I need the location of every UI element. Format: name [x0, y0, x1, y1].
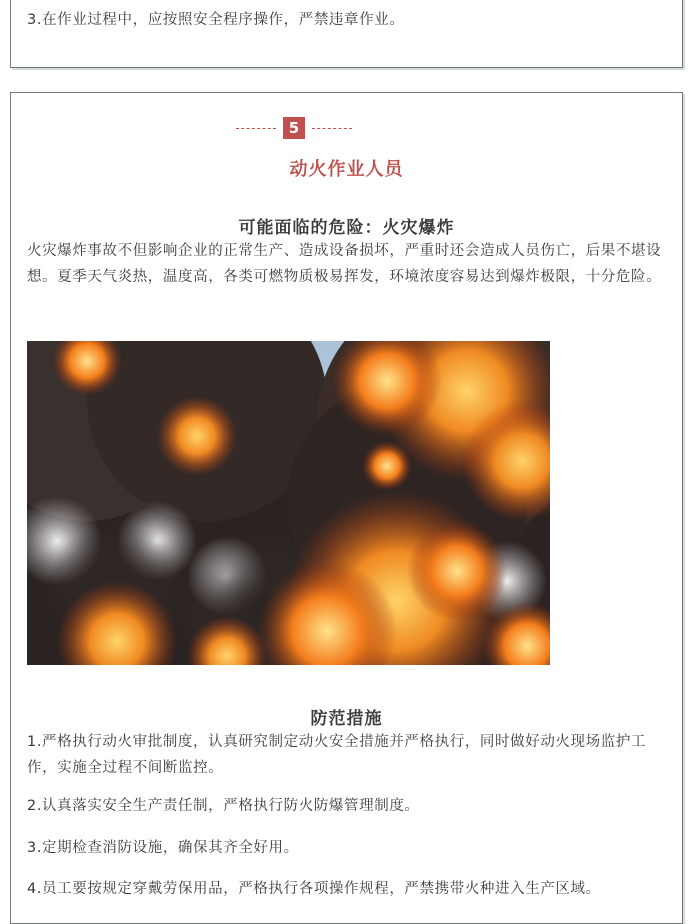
hazard-text: 火灾爆炸事故不但影响企业的正常生产、造成设备损坏，严重时还会造成人员伤亡，后果不堪设想。夏季天气炎热，温度高，各类可燃物质极易挥发，环境浓度容易达到爆炸极限，十分危险。 [27, 243, 662, 285]
hazard-heading: 可能面临的危险：火灾爆炸 [238, 218, 455, 238]
section-number-row [229, 117, 359, 139]
previous-item-3: 3.在作业过程中，应按照安全程序操作，严禁违章作业。 [27, 12, 405, 28]
section-title: 动火作业人员 [289, 159, 404, 180]
measure-item-4: 4.员工要按规定穿戴劳保用品，严格执行各项操作规程，严禁携带火种进入生产区域。 [27, 881, 601, 897]
measure-item-2: 2.认真落实安全生产责任制，严格执行防火防爆管理制度。 [27, 798, 420, 814]
measure-item-3: 3.定期检查消防设施，确保其齐全好用。 [27, 840, 299, 856]
fire-explosion-photo [27, 341, 550, 665]
previous-section-card [10, 0, 683, 68]
fire-explosion-image [27, 341, 550, 665]
section-card [10, 92, 683, 924]
divider-right [312, 128, 352, 129]
divider-left [236, 128, 276, 129]
measure-item-1: 1.严格执行动火审批制度，认真研究制定动火安全措施并严格执行，同时做好动火现场监护工作，实施全过程不间断监控。 [27, 734, 647, 776]
section-number-badge: 5 [283, 117, 305, 139]
measures-heading: 防范措施 [310, 709, 383, 729]
